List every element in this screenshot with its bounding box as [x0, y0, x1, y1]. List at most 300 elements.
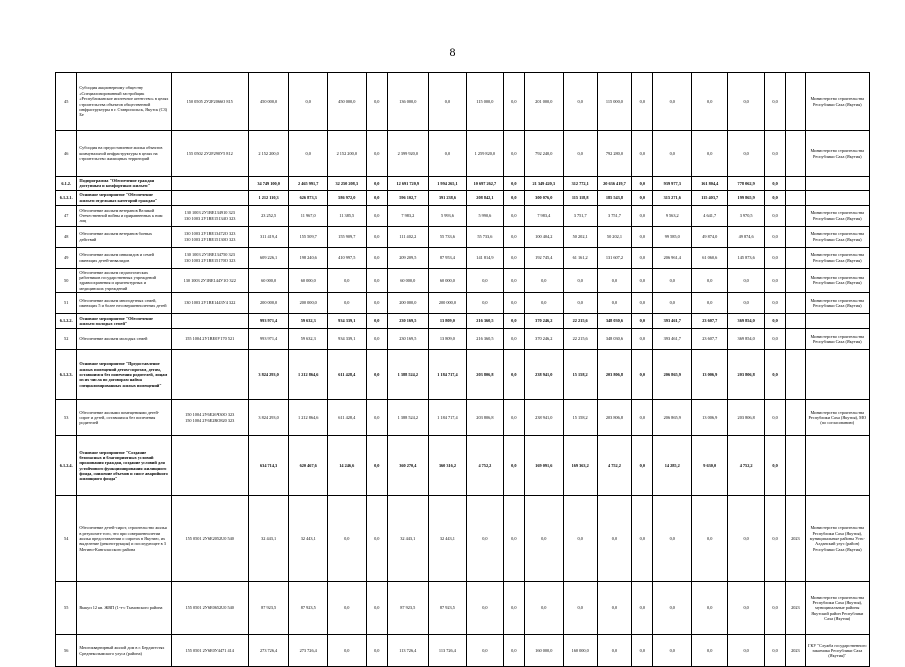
- table-cell: 4 752,2: [467, 436, 503, 496]
- table-cell: 7 983,2: [387, 205, 428, 226]
- table-cell: 23 607,7: [692, 329, 728, 350]
- table-cell: 0,0: [632, 329, 653, 350]
- table-cell: 0,0: [366, 190, 387, 205]
- table-cell: 32 443,1: [387, 496, 428, 582]
- table-cell: 0,0: [632, 293, 653, 314]
- table-cell: 131 607,2: [597, 247, 631, 268]
- table-cell: 60 000,0: [428, 268, 467, 292]
- subprogram-row: [56, 436, 870, 496]
- table-cell: 2023: [786, 496, 805, 582]
- table-cell: Обеспечение жильем многодетных семей, имеющих 5 и более несовершеннолетних детей: [77, 293, 171, 314]
- table-cell: 0,0: [467, 635, 503, 667]
- table-cell: Подпрограмма "Обеспечение граждан доступным и комфортным жильем": [77, 177, 171, 191]
- table-cell: [805, 350, 869, 400]
- table-cell: 238 941,0: [525, 400, 564, 436]
- table-cell: 203 806,8: [728, 400, 764, 436]
- table-cell: 0,0: [328, 635, 367, 667]
- table-cell: 0,0: [764, 329, 785, 350]
- table-cell: 15 158,2: [563, 400, 597, 436]
- table-cell: 201 000,0: [525, 73, 564, 131]
- table-cell: 87 923,5: [428, 582, 467, 635]
- table-cell: [786, 247, 805, 268]
- table-cell: 155 909,7: [328, 226, 367, 247]
- table-cell: 586 972,0: [328, 190, 367, 205]
- table-cell: 150 0505 2У2F2066О 815: [171, 73, 248, 131]
- table-cell: 54: [56, 496, 77, 582]
- table-cell: 3 824 293,0: [248, 400, 289, 436]
- table-cell: 300 076,0: [525, 190, 564, 205]
- table-cell: 160 000,0: [563, 635, 597, 667]
- table-cell: 47: [56, 205, 77, 226]
- table-cell: 115 403,7: [692, 190, 728, 205]
- table-cell: 0,0: [366, 329, 387, 350]
- table-cell: 0,0: [764, 268, 785, 292]
- table-cell: 0,0: [728, 496, 764, 582]
- table-cell: Многоквартирный жилой дом в г. Бердигестях Среднеколымского улуса (района): [77, 635, 171, 667]
- table-cell: 145 873,6: [728, 247, 764, 268]
- table-cell: 312 772,1: [563, 177, 597, 191]
- table-cell: 0,0: [503, 177, 524, 191]
- table-cell: 50 202,1: [597, 226, 631, 247]
- table-cell: [786, 268, 805, 292]
- table-cell: 155 0501 2У6Е2052U0 540: [171, 496, 248, 582]
- table-cell: 3 970,5: [728, 205, 764, 226]
- table-cell: 32 250 208,3: [328, 177, 367, 191]
- table-row: [56, 247, 870, 268]
- table-cell: [171, 436, 248, 496]
- table-cell: 0,0: [366, 205, 387, 226]
- table-cell: 0,0: [428, 73, 467, 131]
- table-cell: 0,0: [692, 131, 728, 177]
- table-cell: Министерство строительства Республики Саха (Якутия): [805, 293, 869, 314]
- table-cell: 410 997,5: [328, 247, 367, 268]
- table-cell: 192 745,4: [525, 247, 564, 268]
- table-cell: 611 428,4: [328, 400, 367, 436]
- table-cell: 792 280,0: [597, 131, 631, 177]
- table-cell: 0,0: [653, 73, 692, 131]
- table-cell: 0,0: [653, 635, 692, 667]
- table-cell: 99 585,0: [653, 226, 692, 247]
- table-cell: 203 806,8: [597, 400, 631, 436]
- table-cell: 0,0: [653, 131, 692, 177]
- table-cell: 792 240,0: [525, 131, 564, 177]
- table-row: [56, 329, 870, 350]
- table-cell: 5 990,6: [467, 205, 503, 226]
- table-cell: 87 923,5: [289, 582, 328, 635]
- table-cell: 11 385,5: [328, 205, 367, 226]
- table-cell: 0,0: [366, 177, 387, 191]
- table-cell: 155 509,7: [289, 226, 328, 247]
- table-cell: 0,0: [632, 350, 653, 400]
- table-cell: 0,0: [289, 131, 328, 177]
- table-cell: 0,0: [503, 293, 524, 314]
- table-cell: 0,0: [428, 131, 467, 177]
- table-cell: 55 733,6: [467, 226, 503, 247]
- table-cell: [786, 190, 805, 205]
- table-cell: 0,0: [503, 73, 524, 131]
- table-cell: [786, 177, 805, 191]
- table-cell: 203 806,8: [728, 350, 764, 400]
- table-cell: 0,0: [632, 226, 653, 247]
- table-cell: 0,0: [632, 314, 653, 329]
- table-cell: 360 270,4: [387, 436, 428, 496]
- table-cell: Обеспечение жилыми помещениями детей-сирот и детей, оставшихся без попечения родителей: [77, 400, 171, 436]
- table-row: [56, 205, 870, 226]
- table-cell: 0,0: [632, 496, 653, 582]
- table-cell: 200 000,0: [248, 293, 289, 314]
- table-cell: Министерство строительства Республики Саха (Якутия): [805, 329, 869, 350]
- table-cell: [786, 436, 805, 496]
- table-cell: 13 809,0: [428, 329, 467, 350]
- table-cell: 0,0: [692, 73, 728, 131]
- table-cell: [805, 190, 869, 205]
- table-cell: 0,0: [764, 350, 785, 400]
- table-cell: 32 443,1: [248, 496, 289, 582]
- table-cell: 115 000,0: [467, 73, 503, 131]
- table-cell: Министерство строительства Республики Саха (Якутия): [805, 73, 869, 131]
- table-cell: 55 733,6: [428, 226, 467, 247]
- table-cell: 130 1003 2У1ВЕ1443У4 322: [171, 293, 248, 314]
- table-cell: 0,0: [503, 226, 524, 247]
- table-cell: [786, 329, 805, 350]
- table-cell: 0,0: [728, 131, 764, 177]
- table-cell: 0,0: [366, 247, 387, 268]
- table-cell: 0,0: [728, 73, 764, 131]
- table-cell: Министерство строительства Республики Саха (Якутия): [805, 205, 869, 226]
- table-cell: [171, 350, 248, 400]
- table-cell: 0,0: [653, 293, 692, 314]
- table-cell: 0,0: [764, 400, 785, 436]
- table-cell: 0,0: [692, 582, 728, 635]
- subprogram-row: [56, 314, 870, 329]
- table-cell: 11 967,0: [289, 205, 328, 226]
- table-row: [56, 582, 870, 635]
- table-cell: 0,0: [366, 226, 387, 247]
- table-cell: 2 399 920,0: [387, 131, 428, 177]
- table-cell: 7 983,4: [525, 205, 564, 226]
- table-cell: 0,0: [692, 496, 728, 582]
- table-cell: 150 1004 2У6Е26Ч30О 323 150 1004 2У6Е2RО820 323: [171, 400, 248, 436]
- table-cell: 0,0: [366, 400, 387, 436]
- table-cell: ГКУ "Служба государственного заказчика Республики Саха (Якутия)": [805, 635, 869, 667]
- table-cell: 0,0: [366, 268, 387, 292]
- table-cell: 1 994 265,1: [428, 177, 467, 191]
- table-cell: 934 339,1: [328, 329, 367, 350]
- table-cell: 0,0: [525, 496, 564, 582]
- table-cell: 21 349 420,3: [525, 177, 564, 191]
- table-cell: 0,0: [366, 293, 387, 314]
- table-cell: 0,0: [632, 73, 653, 131]
- table-cell: 53: [56, 400, 77, 436]
- table-cell: 160 000,0: [525, 635, 564, 667]
- table-cell: 391 238,6: [428, 190, 467, 205]
- table-cell: 0,0: [764, 131, 785, 177]
- table-cell: 0,0: [503, 190, 524, 205]
- budget-table: [55, 72, 870, 667]
- table-cell: 1 388 524,2: [387, 400, 428, 436]
- table-cell: 393 461,7: [653, 329, 692, 350]
- table-cell: 0,0: [728, 293, 764, 314]
- subprogram-row: [56, 190, 870, 205]
- table-cell: 130 1003 2У1ВЕ134910 323 130 1003 2У1ВЕ15134О 323: [171, 205, 248, 226]
- table-cell: 778 062,9: [728, 177, 764, 191]
- table-cell: 0,0: [366, 350, 387, 400]
- table-cell: 130 1003 2У1ВЕ134750 323 130 1003 2У1ВЕ15170О 323: [171, 247, 248, 268]
- table-cell: 208 842,1: [467, 190, 503, 205]
- table-cell: 634 714,3: [248, 436, 289, 496]
- table-cell: 1 212 864,6: [289, 350, 328, 400]
- table-cell: 203 806,8: [467, 400, 503, 436]
- table-cell: 934 339,1: [328, 314, 367, 329]
- table-cell: 23 607,7: [692, 314, 728, 329]
- table-cell: 216 360,5: [467, 329, 503, 350]
- table-cell: 115 118,8: [563, 190, 597, 205]
- table-cell: 0,0: [503, 635, 524, 667]
- table-cell: 348 030,6: [597, 314, 631, 329]
- table-cell: [786, 73, 805, 131]
- table-cell: [805, 177, 869, 191]
- subprogram-row: [56, 177, 870, 191]
- table-cell: 0,0: [692, 293, 728, 314]
- table-cell: [171, 177, 248, 191]
- table-cell: 939 977,3: [653, 177, 692, 191]
- table-cell: 2023: [786, 582, 805, 635]
- table-cell: 6.1.2.: [56, 177, 77, 191]
- table-cell: 0,0: [503, 496, 524, 582]
- table-cell: Обеспечение жильем педагогических работников государственных учреждений здравоохранения и архитектурных и медицинских учреждений: [77, 268, 171, 292]
- table-cell: 111 402,2: [387, 226, 428, 247]
- table-cell: 169 091,6: [525, 436, 564, 496]
- table-cell: 0,0: [764, 496, 785, 582]
- table-cell: [805, 314, 869, 329]
- table-cell: 0,0: [366, 582, 387, 635]
- table-cell: 9 630,0: [692, 436, 728, 496]
- table-cell: 0,0: [764, 190, 785, 205]
- table-cell: [786, 400, 805, 436]
- table-cell: 0,0: [632, 400, 653, 436]
- table-cell: 0,0: [632, 247, 653, 268]
- table-cell: 60 000,0: [387, 268, 428, 292]
- table-cell: 198 240,6: [289, 247, 328, 268]
- table-cell: 5 993,6: [428, 205, 467, 226]
- table-cell: 0,0: [632, 205, 653, 226]
- table-cell: Выкуп 12 кв. ЖВП (1-т-с Tымовского района: [77, 582, 171, 635]
- table-cell: 1 212 864,6: [289, 400, 328, 436]
- table-cell: 130 1003 2У1ВЕ13472О 323 130 1003 2У1ВЕ15130О 323: [171, 226, 248, 247]
- table-cell: 0,0: [328, 582, 367, 635]
- table-cell: 6.1.2.1.: [56, 190, 77, 205]
- table-cell: 993 971,4: [248, 329, 289, 350]
- table-cell: 14 285,2: [653, 436, 692, 496]
- table-cell: 0,0: [503, 131, 524, 177]
- table-cell: 2023: [786, 635, 805, 667]
- table-cell: 2 465 991,7: [289, 177, 328, 191]
- table-cell: 450 000,0: [248, 73, 289, 131]
- table-cell: 46: [56, 131, 77, 177]
- table-cell: 0,0: [503, 205, 524, 226]
- table-cell: Министерство строительства Республики Саха (Якутия), МО (по согласованию): [805, 400, 869, 436]
- table-cell: 0,0: [525, 582, 564, 635]
- table-cell: 13 006,9: [692, 350, 728, 400]
- table-cell: 311 419,4: [248, 226, 289, 247]
- table-cell: 0,0: [653, 268, 692, 292]
- table-row: [56, 635, 870, 667]
- table-cell: 14 246,6: [328, 436, 367, 496]
- table-cell: 0,0: [328, 496, 367, 582]
- table-cell: 161 804,4: [692, 177, 728, 191]
- table-cell: 4 752,2: [728, 436, 764, 496]
- table-cell: [786, 293, 805, 314]
- table-cell: [171, 314, 248, 329]
- table-cell: 0,0: [467, 293, 503, 314]
- table-cell: [786, 350, 805, 400]
- table-cell: 206 961,4: [653, 247, 692, 268]
- table-cell: 87 953,4: [428, 247, 467, 268]
- table-cell: 611 428,4: [328, 350, 367, 400]
- table-cell: 203 806,8: [597, 350, 631, 400]
- table-cell: 315 271,6: [653, 190, 692, 205]
- table-cell: 393 461,7: [653, 314, 692, 329]
- table-cell: 348 030,6: [597, 329, 631, 350]
- table-cell: 61 060,6: [692, 247, 728, 268]
- table-cell: 50: [56, 268, 77, 292]
- table-cell: 0,0: [503, 247, 524, 268]
- table-cell: 0,0: [563, 131, 597, 177]
- table-row: [56, 400, 870, 436]
- table-cell: 115 000,0: [597, 73, 631, 131]
- table-cell: 230 169,5: [387, 314, 428, 329]
- table-cell: 993 971,4: [248, 314, 289, 329]
- table-cell: 51: [56, 293, 77, 314]
- table-cell: 155 0501 2У6Е0652U0 540: [171, 582, 248, 635]
- table-cell: 0,0: [366, 314, 387, 329]
- table-cell: 155 0502 2У2F290У5 812: [171, 131, 248, 177]
- table-cell: 20 636 419,7: [597, 177, 631, 191]
- table-cell: 13 006,9: [692, 400, 728, 436]
- table-cell: 3 751,7: [597, 205, 631, 226]
- table-cell: 230 169,5: [387, 329, 428, 350]
- table-cell: 0,0: [632, 131, 653, 177]
- table-cell: 370 246,2: [525, 314, 564, 329]
- budget-table-body: [56, 73, 870, 667]
- table-cell: Субсидия акционерному обществу «Специализированный застройщик «Республиканское ипотечное агентство» в целях строительства объектов общественной инфраструктуры в г. Ставропольск, Якутск (СЗ) Бе: [77, 73, 171, 131]
- table-cell: 0,0: [503, 400, 524, 436]
- table-cell: 0,0: [366, 131, 387, 177]
- table-cell: Обеспечение жильем молодых семей: [77, 329, 171, 350]
- table-cell: 6.1.2.2.: [56, 314, 77, 329]
- table-cell: 0,0: [632, 436, 653, 496]
- table-cell: 45: [56, 73, 77, 131]
- table-cell: Обеспечение жильем инвалидов и семей имеющих детей-инвалидов: [77, 247, 171, 268]
- table-cell: Основное мероприятие "Создание безопасных и благоприятных условий проживания граждан, создание условий для устойчивого функционирования жилищного фонда, снижение объемов и сносе аварийного жилищного фонда": [77, 436, 171, 496]
- table-cell: 273 726,4: [289, 635, 328, 667]
- table-cell: 0,0: [692, 268, 728, 292]
- table-cell: 50 202,1: [563, 226, 597, 247]
- table-cell: 370 246,2: [525, 329, 564, 350]
- table-cell: 2 152 200,0: [328, 131, 367, 177]
- table-cell: 6.1.2.3.: [56, 350, 77, 400]
- table-cell: [805, 436, 869, 496]
- table-cell: 59 632,3: [289, 314, 328, 329]
- table-cell: 450 000,0: [328, 73, 367, 131]
- table-cell: 0,0: [728, 268, 764, 292]
- table-cell: 0,0: [597, 582, 631, 635]
- table-cell: 620 467,6: [289, 436, 328, 496]
- table-cell: 0,0: [597, 268, 631, 292]
- table-cell: 0,0: [764, 205, 785, 226]
- table-cell: 0,0: [764, 436, 785, 496]
- table-cell: 0,0: [597, 635, 631, 667]
- table-cell: 0,0: [653, 496, 692, 582]
- table-row: [56, 268, 870, 292]
- table-cell: 4 641,7: [692, 205, 728, 226]
- table-cell: 0,0: [764, 635, 785, 667]
- table-cell: 0,0: [692, 635, 728, 667]
- table-cell: Обеспечение детей-сирот, строительство жилья в результате того, что при совершеннолетии жилья предоставлении о сиротах в Якутию, их выделение (реконструкция) и последующее в 3 Мегино-Кангаласского района: [77, 496, 171, 582]
- table-cell: 200 000,0: [289, 293, 328, 314]
- table-cell: 34 749 100,0: [248, 177, 289, 191]
- table-cell: 32 443,1: [289, 496, 328, 582]
- table-cell: 61 161,2: [563, 247, 597, 268]
- table-cell: 113 726,4: [428, 635, 467, 667]
- table-cell: 369 854,0: [728, 329, 764, 350]
- table-cell: 0,0: [467, 582, 503, 635]
- table-cell: 22 215,6: [563, 314, 597, 329]
- table-cell: 0,0: [764, 293, 785, 314]
- table-cell: 0,0: [764, 177, 785, 191]
- table-cell: 0,0: [632, 582, 653, 635]
- table-cell: 238 941,0: [525, 350, 564, 400]
- table-cell: 113 726,4: [387, 635, 428, 667]
- table-cell: 0,0: [366, 635, 387, 667]
- table-cell: 0,0: [764, 73, 785, 131]
- table-cell: 87 923,5: [387, 582, 428, 635]
- table-cell: 2 152 200,0: [248, 131, 289, 177]
- table-cell: 0,0: [632, 268, 653, 292]
- table-cell: 626 873,3: [289, 190, 328, 205]
- table-cell: Министерство строительства Республики Саха (Якутия): [805, 131, 869, 177]
- table-cell: 49 874,6: [728, 226, 764, 247]
- table-cell: 596 102,7: [387, 190, 428, 205]
- table-cell: 22 215,6: [563, 329, 597, 350]
- table-cell: 0,0: [328, 268, 367, 292]
- table-cell: 0,0: [597, 496, 631, 582]
- table-cell: 200 000,0: [428, 293, 467, 314]
- table-cell: 0,0: [563, 73, 597, 131]
- table-cell: 0,0: [467, 496, 503, 582]
- table-cell: Основное мероприятие "Обеспечение жильем отдельных категорий граждан": [77, 190, 171, 205]
- table-cell: Министерство строительства Республики Саха (Якутия): [805, 268, 869, 292]
- table-cell: 203 806,8: [467, 350, 503, 400]
- table-cell: 155 0501 2У6Е0У4471 414: [171, 635, 248, 667]
- table-cell: 9 563,2: [653, 205, 692, 226]
- table-row: [56, 226, 870, 247]
- table-cell: 0,0: [632, 177, 653, 191]
- table-row: [56, 73, 870, 131]
- table-cell: 56: [56, 635, 77, 667]
- table-cell: 1 212 110,3: [248, 190, 289, 205]
- table-cell: [786, 131, 805, 177]
- table-row: [56, 496, 870, 582]
- table-cell: 169 363,2: [563, 436, 597, 496]
- table-cell: 209 209,5: [387, 247, 428, 268]
- table-cell: 185 543,8: [597, 190, 631, 205]
- table-cell: 0,0: [503, 268, 524, 292]
- table-cell: 52: [56, 329, 77, 350]
- table-cell: [786, 205, 805, 226]
- table-cell: 0,0: [563, 293, 597, 314]
- table-cell: 0,0: [632, 190, 653, 205]
